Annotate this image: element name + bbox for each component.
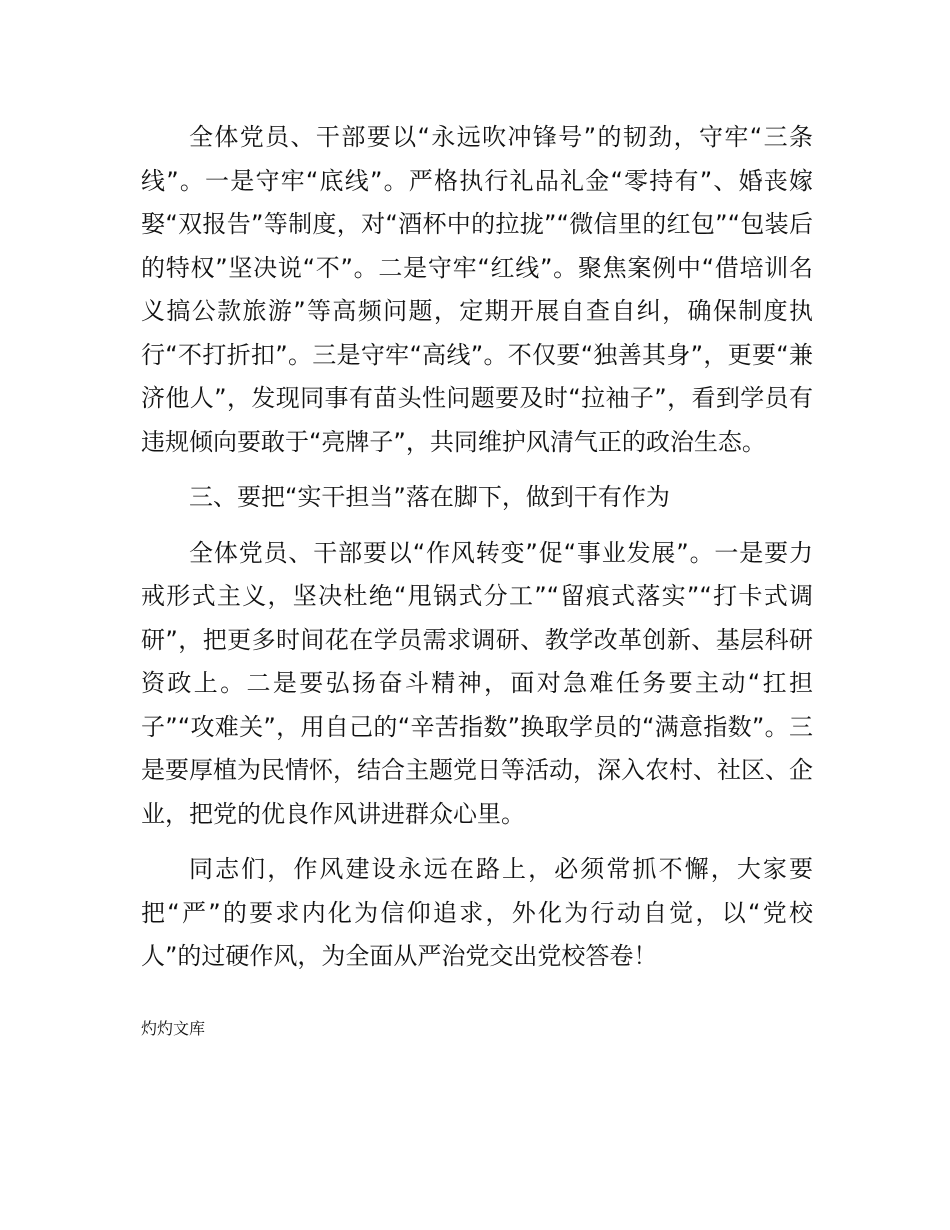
document-body [141, 116, 813, 979]
paragraph-work-style: 全体党员、干部要以“作风转变”促“事业发展”。一是要力戒形式主义，坚决杜绝“甩锅式分工”“留痕式落实”“打卡式调研”，把更多时间花在学员需求调研、教学改革创新、基层科研资政上。二是要弘扬奋斗精神，面对急难任务要主动“扛担子”“攻难关”，用自己的“辛苦指数”换取学员的“满意指数”。三是要厚植为民情怀，结合主题党日等活动，深入农村、社区、企业，把党的优良作风讲进群众心里。 [141, 538, 813, 828]
paragraph-three-lines: 全体党员、干部要以“永远吹冲锋号”的韧劲，守牢“三条线”。一是守牢“底线”。严格执行礼品礼金“零持有”、婚丧嫁娶“双报告”等制度，对“酒杯中的拉拢”“微信里的红包”“包装后的特权”坚决说“不”。二是守牢“红线”。聚焦案例中“借培训名义搞公款旅游”等高频问题，定期开展自查自纠，确保制度执行“不打折扣”。三是守牢“高线”。不仅要“独善其身”，更要“兼济他人”，发现同事有苗头性问题要及时“拉袖子”，看到学员有违规倾向要敢于“亮牌子”，共同维护风清气正的政治生态。 [141, 123, 813, 456]
paragraph-gap [141, 464, 813, 476]
paragraph-gap [141, 836, 813, 848]
footer-source-label: 灼灼文库 [141, 1019, 206, 1038]
paragraph-closing: 同志们，作风建设永远在路上，必须常抓不懈，大家要把“严”的要求内化为信仰追求，外化为行动自觉，以“党校人”的过硬作风，为全面从严治党交出党校答卷！ [141, 855, 813, 970]
paragraph-gap [141, 520, 813, 532]
section-heading-three: 三、要把“实干担当”落在脚下，做到干有作为 [189, 483, 670, 511]
